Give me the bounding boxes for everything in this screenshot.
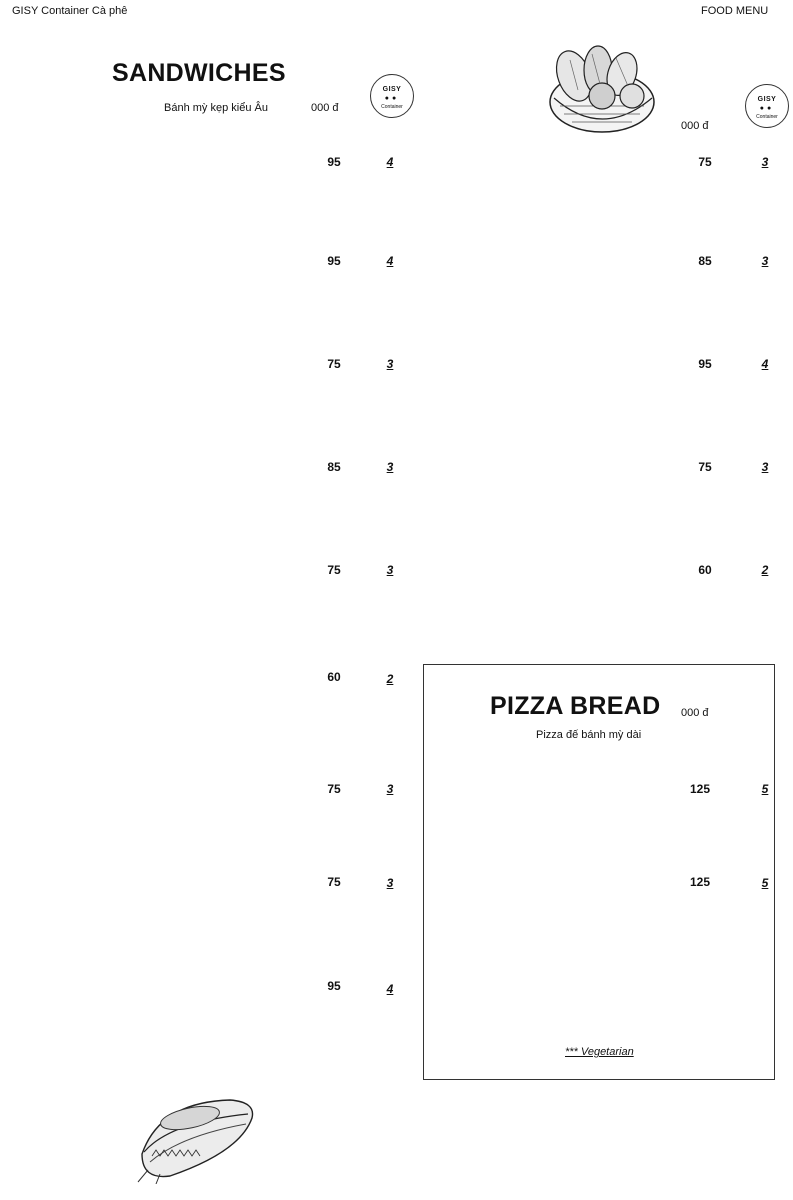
- logo-sub: Container: [381, 104, 403, 110]
- item-price: 95: [327, 979, 341, 993]
- item-code: 4: [386, 155, 394, 169]
- item-price: 75: [327, 875, 341, 889]
- pizza-currency: 000 đ: [681, 707, 709, 719]
- item-code: 3: [761, 155, 769, 169]
- item-price: 75: [698, 155, 712, 169]
- sandwiches-subtitle: Bánh mỳ kẹp kiểu Âu: [164, 102, 268, 114]
- item-price: 85: [698, 254, 712, 268]
- item-code: 4: [386, 254, 394, 268]
- gisy-logo: [745, 84, 789, 128]
- vegetarian-note: *** Vegetarian: [565, 1046, 634, 1058]
- sandwich-illustration: [130, 1092, 262, 1184]
- item-price: 60: [327, 670, 341, 684]
- header-right: FOOD MENU: [701, 5, 769, 17]
- item-code: 4: [761, 357, 769, 371]
- item-code: 3: [386, 782, 394, 796]
- bread-basket-illustration: [540, 40, 670, 140]
- item-price: 125: [689, 782, 711, 796]
- sandwiches-title: SANDWICHES: [112, 59, 286, 87]
- item-price: 85: [327, 460, 341, 474]
- logo-name: GISY: [757, 96, 777, 103]
- logo-dots: ●●: [759, 105, 775, 112]
- logo-dots: ●●: [384, 95, 400, 102]
- pizza-bread-section: [423, 664, 775, 1080]
- pizza-title: PIZZA BREAD: [490, 692, 661, 720]
- item-code: 2: [386, 672, 394, 686]
- gisy-logo: [370, 74, 414, 118]
- item-code: 3: [761, 254, 769, 268]
- item-price: 95: [327, 155, 341, 169]
- logo-name: GISY: [382, 86, 402, 93]
- pizza-subtitle: Pizza đế bánh mỳ dài: [536, 729, 642, 741]
- item-price: 95: [327, 254, 341, 268]
- item-price: 95: [698, 357, 712, 371]
- item-price: 75: [327, 782, 341, 796]
- item-code: 3: [386, 460, 394, 474]
- sandwiches-currency: 000 đ: [311, 102, 339, 114]
- logo-sub: Container: [756, 114, 778, 120]
- item-price: 75: [698, 460, 712, 474]
- item-code: 3: [761, 460, 769, 474]
- item-code: 5: [761, 782, 769, 796]
- right-currency: 000 đ: [681, 120, 709, 132]
- item-price: 75: [327, 563, 341, 577]
- item-price: 60: [698, 563, 712, 577]
- item-code: 4: [386, 982, 394, 996]
- item-code: 3: [386, 357, 394, 371]
- item-price: 125: [689, 875, 711, 889]
- item-price: 75: [327, 357, 341, 371]
- item-code: 3: [386, 876, 394, 890]
- item-code: 5: [761, 876, 769, 890]
- item-code: 3: [386, 563, 394, 577]
- item-code: 2: [761, 563, 769, 577]
- header-left: GISY Container Cà phê: [12, 5, 128, 17]
